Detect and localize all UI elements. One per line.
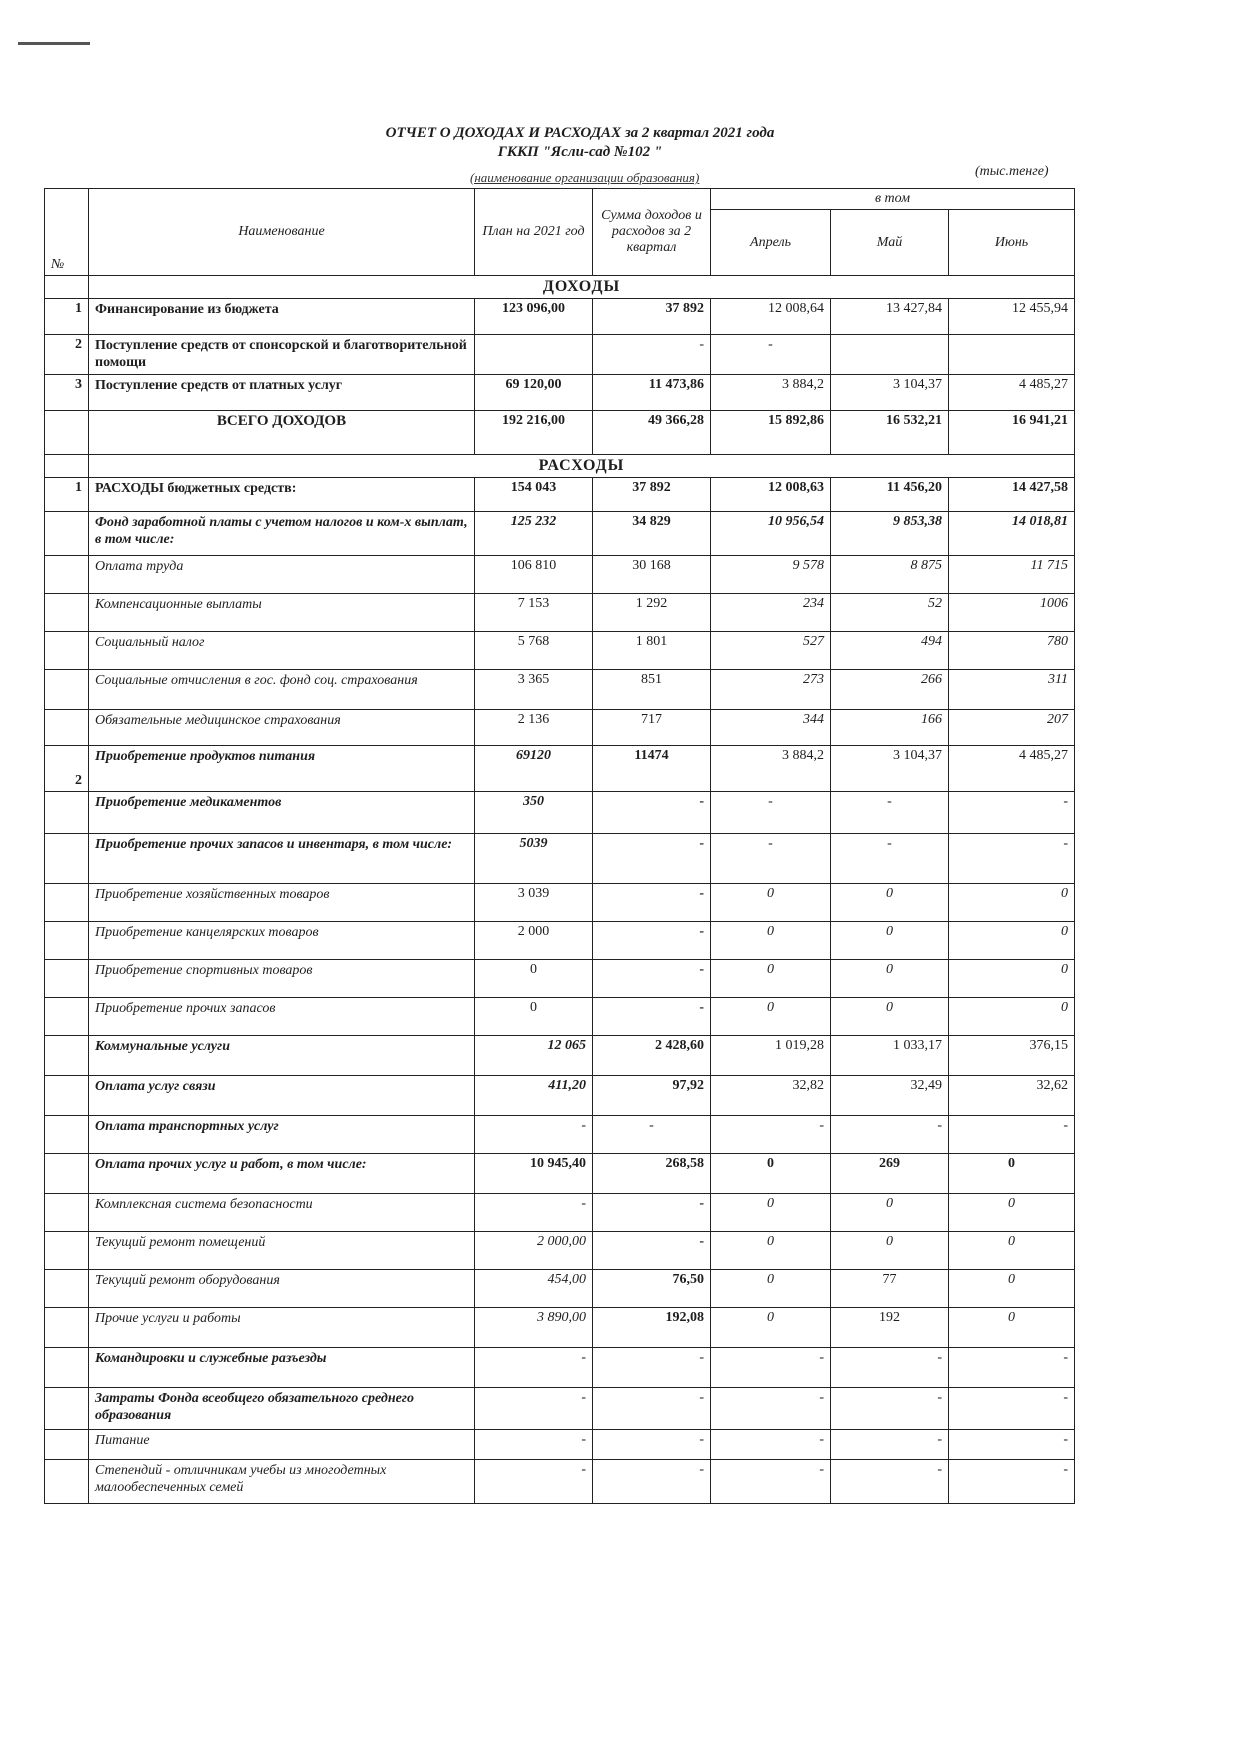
cell-sum: - <box>593 1460 711 1504</box>
cell-june: 16 941,21 <box>949 411 1075 455</box>
table-row <box>45 1036 1075 1076</box>
cell-sum: 11474 <box>593 746 711 792</box>
row-number <box>45 884 89 922</box>
organization-caption: (наименование организации образования) <box>470 170 700 185</box>
cell-june: - <box>949 1388 1075 1430</box>
table-row <box>45 1116 1075 1154</box>
row-name: Обязательные медицинское страхования <box>89 710 475 746</box>
row-name: Социальный налог <box>89 632 475 670</box>
section-expense-label: РАСХОДЫ <box>89 455 1075 478</box>
cell-april: 234 <box>711 594 831 632</box>
cell-plan: 2 000 <box>475 922 593 960</box>
cell-may <box>831 335 949 375</box>
col-header-april: Апрель <box>711 210 831 276</box>
col-header-name: Наименование <box>89 189 475 276</box>
cell-june: 4 485,27 <box>949 375 1075 411</box>
cell-april: 344 <box>711 710 831 746</box>
cell-april: 0 <box>711 960 831 998</box>
cell-plan: 3 365 <box>475 670 593 710</box>
cell-april: - <box>711 1460 831 1504</box>
cell-june: - <box>949 834 1075 884</box>
cell-june: - <box>949 1348 1075 1388</box>
table-row <box>45 299 1075 335</box>
row-name: Затраты Фонда всеобщего обязательного среднего образования <box>89 1388 475 1430</box>
cell-plan: 125 232 <box>475 512 593 556</box>
row-name: Коммунальные услуги <box>89 1036 475 1076</box>
cell-june: 311 <box>949 670 1075 710</box>
cell-june: - <box>949 1430 1075 1460</box>
cell-plan: 350 <box>475 792 593 834</box>
table-row <box>45 1270 1075 1308</box>
cell-sum: - <box>593 1232 711 1270</box>
cell-june: - <box>949 1460 1075 1504</box>
row-number <box>45 670 89 710</box>
cell-may: 166 <box>831 710 949 746</box>
cell-april: 15 892,86 <box>711 411 831 455</box>
col-header-sum: Сумма доходов и расходов за 2 квартал <box>593 189 711 276</box>
row-number <box>45 1194 89 1232</box>
cell-may: 0 <box>831 1194 949 1232</box>
row-number <box>45 1036 89 1076</box>
cell-plan: 154 043 <box>475 478 593 512</box>
row-name: Приобретение прочих запасов <box>89 998 475 1036</box>
cell-june: 0 <box>949 1154 1075 1194</box>
row-name: Оплата транспортных услуг <box>89 1116 475 1154</box>
cell-may: 0 <box>831 922 949 960</box>
table-row <box>45 478 1075 512</box>
cell-plan: 5039 <box>475 834 593 884</box>
cell-june: 0 <box>949 960 1075 998</box>
table-row <box>45 746 1075 792</box>
row-name: Степендий - отличникам учебы из многодетных малообеспеченных семей <box>89 1460 475 1504</box>
cell-april: 12 008,63 <box>711 478 831 512</box>
cell-april: - <box>711 792 831 834</box>
cell-may: - <box>831 1460 949 1504</box>
cell-plan: 411,20 <box>475 1076 593 1116</box>
table-row <box>45 922 1075 960</box>
cell-may: 32,49 <box>831 1076 949 1116</box>
cell-april: 0 <box>711 922 831 960</box>
cell-plan: - <box>475 1430 593 1460</box>
cell-june: 0 <box>949 1232 1075 1270</box>
cell-april: 0 <box>711 1308 831 1348</box>
cell-june: - <box>949 792 1075 834</box>
cell-april: - <box>711 834 831 884</box>
row-number <box>45 960 89 998</box>
cell-sum: - <box>593 335 711 375</box>
cell-april: 9 578 <box>711 556 831 594</box>
col-header-group: в том <box>711 189 1075 210</box>
row-number: 1 <box>45 478 89 512</box>
section-spacer <box>45 276 89 299</box>
cell-may: 9 853,38 <box>831 512 949 556</box>
cell-plan: 12 065 <box>475 1036 593 1076</box>
cell-june: 0 <box>949 922 1075 960</box>
cell-sum: 851 <box>593 670 711 710</box>
cell-plan: - <box>475 1116 593 1154</box>
row-number: 2 <box>45 335 89 375</box>
cell-may: 77 <box>831 1270 949 1308</box>
col-header-plan: План на 2021 год <box>475 189 593 276</box>
row-number <box>45 710 89 746</box>
cell-april: 0 <box>711 998 831 1036</box>
row-number <box>45 1154 89 1194</box>
row-number <box>45 512 89 556</box>
cell-april: 3 884,2 <box>711 746 831 792</box>
cell-june: 207 <box>949 710 1075 746</box>
cell-sum: 76,50 <box>593 1270 711 1308</box>
table-row <box>45 1154 1075 1194</box>
cell-plan: 0 <box>475 998 593 1036</box>
cell-sum: 268,58 <box>593 1154 711 1194</box>
cell-june: 11 715 <box>949 556 1075 594</box>
cell-april: 0 <box>711 1232 831 1270</box>
section-spacer <box>45 455 89 478</box>
cell-may: 0 <box>831 998 949 1036</box>
cell-june: 0 <box>949 1194 1075 1232</box>
cell-june: 32,62 <box>949 1076 1075 1116</box>
cell-may: - <box>831 792 949 834</box>
income-total-row <box>45 411 1075 455</box>
units-label: (тыс.тенге) <box>975 164 1049 179</box>
row-number <box>45 834 89 884</box>
cell-sum: 30 168 <box>593 556 711 594</box>
cell-sum: 192,08 <box>593 1308 711 1348</box>
row-name: Приобретение хозяйственных товаров <box>89 884 475 922</box>
cell-june: 14 018,81 <box>949 512 1075 556</box>
row-number <box>45 1430 89 1460</box>
table-row <box>45 594 1075 632</box>
row-name: Текущий ремонт помещений <box>89 1232 475 1270</box>
row-name: Оплата труда <box>89 556 475 594</box>
cell-plan <box>475 335 593 375</box>
cell-june: 1006 <box>949 594 1075 632</box>
table-row <box>45 710 1075 746</box>
cell-april: 32,82 <box>711 1076 831 1116</box>
cell-plan: 106 810 <box>475 556 593 594</box>
row-name: Социальные отчисления в гос. фонд соц. страхования <box>89 670 475 710</box>
table-row <box>45 375 1075 411</box>
cell-plan: 454,00 <box>475 1270 593 1308</box>
cell-plan: 69120 <box>475 746 593 792</box>
cell-june: - <box>949 1116 1075 1154</box>
cell-plan: 10 945,40 <box>475 1154 593 1194</box>
row-name: Оплата прочих услуг и работ, в том числе: <box>89 1154 475 1194</box>
col-header-june: Июнь <box>949 210 1075 276</box>
cell-plan: 0 <box>475 960 593 998</box>
table-row <box>45 960 1075 998</box>
cell-may: 0 <box>831 960 949 998</box>
row-name: Фонд заработной платы с учетом налогов и ком-х выплат, в том числе: <box>89 512 475 556</box>
table-row <box>45 556 1075 594</box>
report-title: ОТЧЕТ О ДОХОДАХ И РАСХОДАХ за 2 квартал 2021 года <box>385 125 775 141</box>
cell-plan: 69 120,00 <box>475 375 593 411</box>
cell-june: 780 <box>949 632 1075 670</box>
cell-april: - <box>711 335 831 375</box>
cell-plan: 2 136 <box>475 710 593 746</box>
row-number <box>45 1388 89 1430</box>
row-name: Компенсационные выплаты <box>89 594 475 632</box>
row-number <box>45 556 89 594</box>
row-number <box>45 1308 89 1348</box>
cell-june: 0 <box>949 998 1075 1036</box>
cell-may: 1 033,17 <box>831 1036 949 1076</box>
cell-june: 0 <box>949 884 1075 922</box>
row-name: Приобретение медикаментов <box>89 792 475 834</box>
cell-april: 1 019,28 <box>711 1036 831 1076</box>
cell-april: - <box>711 1348 831 1388</box>
cell-sum: 11 473,86 <box>593 375 711 411</box>
cell-plan: 7 153 <box>475 594 593 632</box>
cell-sum: - <box>593 998 711 1036</box>
table-row <box>45 1460 1075 1504</box>
row-number: 2 <box>45 746 89 792</box>
cell-sum: - <box>593 1348 711 1388</box>
cell-june: 12 455,94 <box>949 299 1075 335</box>
cell-june: 376,15 <box>949 1036 1075 1076</box>
row-number <box>45 792 89 834</box>
row-number <box>45 1348 89 1388</box>
row-name: Командировки и служебные разъезды <box>89 1348 475 1388</box>
cell-may: - <box>831 1116 949 1154</box>
cell-sum: - <box>593 834 711 884</box>
row-name: Комплексная система безопасности <box>89 1194 475 1232</box>
table-row <box>45 884 1075 922</box>
row-number <box>45 922 89 960</box>
cell-june: 14 427,58 <box>949 478 1075 512</box>
scan-artifact <box>18 42 90 45</box>
cell-sum: 34 829 <box>593 512 711 556</box>
cell-sum: 49 366,28 <box>593 411 711 455</box>
row-number <box>45 998 89 1036</box>
row-number <box>45 1116 89 1154</box>
cell-plan: 3 039 <box>475 884 593 922</box>
cell-may: - <box>831 834 949 884</box>
cell-sum: 1 292 <box>593 594 711 632</box>
table-row <box>45 834 1075 884</box>
cell-may: - <box>831 1430 949 1460</box>
cell-april: 0 <box>711 1194 831 1232</box>
cell-sum: 37 892 <box>593 478 711 512</box>
cell-plan: - <box>475 1194 593 1232</box>
table-row <box>45 670 1075 710</box>
cell-sum: - <box>593 1388 711 1430</box>
row-number: 3 <box>45 375 89 411</box>
cell-april: - <box>711 1116 831 1154</box>
cell-plan: 192 216,00 <box>475 411 593 455</box>
cell-april: - <box>711 1430 831 1460</box>
table-row <box>45 512 1075 556</box>
cell-sum: 97,92 <box>593 1076 711 1116</box>
row-number <box>45 594 89 632</box>
row-name: Оплата услуг связи <box>89 1076 475 1116</box>
row-number <box>45 632 89 670</box>
row-name: Питание <box>89 1430 475 1460</box>
cell-april: 0 <box>711 1270 831 1308</box>
cell-may: 494 <box>831 632 949 670</box>
cell-april: 10 956,54 <box>711 512 831 556</box>
table-row <box>45 998 1075 1036</box>
row-number <box>45 411 89 455</box>
row-number <box>45 1232 89 1270</box>
report-title-block <box>300 124 860 162</box>
cell-sum: - <box>593 922 711 960</box>
cell-plan: - <box>475 1460 593 1504</box>
organization-name: ГККП "Ясли-сад №102 " <box>497 144 663 160</box>
cell-plan: 5 768 <box>475 632 593 670</box>
row-name: Приобретение продуктов питания <box>89 746 475 792</box>
cell-april: 3 884,2 <box>711 375 831 411</box>
table-row <box>45 632 1075 670</box>
row-number <box>45 1076 89 1116</box>
cell-sum: 2 428,60 <box>593 1036 711 1076</box>
cell-plan: - <box>475 1348 593 1388</box>
cell-sum: - <box>593 1194 711 1232</box>
cell-may: - <box>831 1388 949 1430</box>
cell-may: 8 875 <box>831 556 949 594</box>
cell-sum: 1 801 <box>593 632 711 670</box>
cell-june: 0 <box>949 1308 1075 1348</box>
cell-may: 11 456,20 <box>831 478 949 512</box>
row-name: Поступление средств от платных услуг <box>89 375 475 411</box>
cell-may: 266 <box>831 670 949 710</box>
cell-april: 0 <box>711 884 831 922</box>
table-row <box>45 1194 1075 1232</box>
cell-may: 16 532,21 <box>831 411 949 455</box>
table-row <box>45 1308 1075 1348</box>
section-income-label: ДОХОДЫ <box>89 276 1075 299</box>
row-name: Приобретение прочих запасов и инвентаря, в том числе: <box>89 834 475 884</box>
cell-june: 4 485,27 <box>949 746 1075 792</box>
cell-sum: 37 892 <box>593 299 711 335</box>
cell-may: 13 427,84 <box>831 299 949 335</box>
table-row <box>45 1348 1075 1388</box>
cell-sum: - <box>593 792 711 834</box>
row-number <box>45 1460 89 1504</box>
cell-sum: - <box>593 1116 711 1154</box>
cell-may: 269 <box>831 1154 949 1194</box>
table-row <box>45 1388 1075 1430</box>
row-name: Поступление средств от спонсорской и благотворительной помощи <box>89 335 475 375</box>
row-name: РАСХОДЫ бюджетных средств: <box>89 478 475 512</box>
row-number: 1 <box>45 299 89 335</box>
row-name: Финансирование из бюджета <box>89 299 475 335</box>
cell-may: 3 104,37 <box>831 375 949 411</box>
cell-sum: - <box>593 1430 711 1460</box>
cell-sum: 717 <box>593 710 711 746</box>
table-row <box>45 1430 1075 1460</box>
cell-may: 3 104,37 <box>831 746 949 792</box>
cell-april: 0 <box>711 1154 831 1194</box>
cell-plan: - <box>475 1388 593 1430</box>
row-name: Приобретение спортивных товаров <box>89 960 475 998</box>
total-label: ВСЕГО ДОХОДОВ <box>89 411 475 455</box>
cell-may: 192 <box>831 1308 949 1348</box>
row-number <box>45 1270 89 1308</box>
cell-june: 0 <box>949 1270 1075 1308</box>
cell-april: 527 <box>711 632 831 670</box>
table-row <box>45 335 1075 375</box>
cell-april: - <box>711 1388 831 1430</box>
row-name: Приобретение канцелярских товаров <box>89 922 475 960</box>
cell-plan: 3 890,00 <box>475 1308 593 1348</box>
col-header-may: Май <box>831 210 949 276</box>
cell-april: 12 008,64 <box>711 299 831 335</box>
row-name: Прочие услуги и работы <box>89 1308 475 1348</box>
table-row <box>45 1232 1075 1270</box>
income-expense-table <box>44 188 1075 1504</box>
cell-plan: 2 000,00 <box>475 1232 593 1270</box>
cell-sum: - <box>593 960 711 998</box>
cell-may: 52 <box>831 594 949 632</box>
col-header-no: № <box>45 189 89 276</box>
row-name: Текущий ремонт оборудования <box>89 1270 475 1308</box>
cell-june <box>949 335 1075 375</box>
cell-sum: - <box>593 884 711 922</box>
table-row <box>45 1076 1075 1116</box>
table-row <box>45 792 1075 834</box>
cell-may: 0 <box>831 884 949 922</box>
cell-may: - <box>831 1348 949 1388</box>
cell-plan: 123 096,00 <box>475 299 593 335</box>
cell-april: 273 <box>711 670 831 710</box>
cell-may: 0 <box>831 1232 949 1270</box>
